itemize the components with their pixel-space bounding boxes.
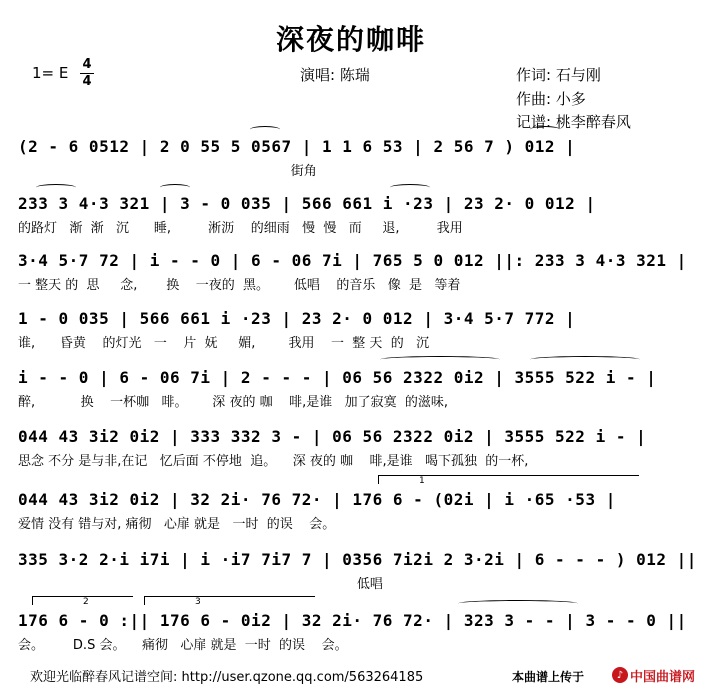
time-signature-top: 4 <box>82 57 92 72</box>
volta-bracket-2: 2 <box>32 596 133 605</box>
notes-line: 176 6 - 0 :|| 176 6 - 0i2 | 32 2i· 76 72· | 323 3 - - | 3 - - 0 || <box>18 611 687 630</box>
lyrics-line: 谁, 昏黄 的灯光 一 片 妩 媚, 我用 一 整 天 的 沉 <box>18 336 430 351</box>
lyrics-line: 会。 D.S 会。 痛彻 心扉 就是 一时 的误 会。 <box>18 638 348 653</box>
slur-mark <box>530 356 640 363</box>
slur-mark <box>458 600 578 607</box>
slur-mark <box>250 126 280 133</box>
footer-credit: 欢迎光临醉春风记谱空间: http://user.qzone.qq.com/563264185 <box>30 670 424 685</box>
volta-bracket-1: 1 <box>378 475 639 484</box>
score-row <box>18 365 688 425</box>
singer-credit: 演唱: 陈瑞 <box>300 66 370 84</box>
slur-mark <box>160 184 190 191</box>
notes-line: 3·4 5·7 72 | i - - 0 | 6 - 06 7i | 765 5 0 012 ||: 233 3 4·3 321 | <box>18 251 687 270</box>
song-title: 深夜的咖啡 <box>275 23 426 56</box>
lyrics-line: 街角 <box>18 164 317 179</box>
score-row <box>18 191 688 251</box>
lyricist-credit: 作词: 石与刚 <box>516 66 601 84</box>
key-signature: 1= E <box>32 64 69 82</box>
upload-note: 本曲谱上传于 <box>512 670 585 684</box>
slur-mark <box>390 184 430 191</box>
lyrics-line: 爱情 没有 错与对, 痛彻 心扉 就是 一时 的误 会。 <box>18 517 336 532</box>
lyrics-line: 低唱 <box>18 577 383 592</box>
notes-line: (2 - 6 0512 | 2 0 55 5 0567 | 1 1 6 53 | 2 56 7 ) 012 | <box>18 137 576 156</box>
lyrics-line: 思念 不分 是与非,在记 忆后面 不停地 追。 深 夜的 咖 啡,是谁 喝下孤独 的一杯, <box>18 454 529 469</box>
lyrics-line: 的路灯 渐 渐 沉 睡, 淅沥 的细雨 慢 慢 而 退, 我用 <box>18 221 463 236</box>
transcriber-credit: 记谱: 桃李醉春风 <box>516 113 631 131</box>
score-row <box>18 248 688 308</box>
slur-mark <box>36 184 76 191</box>
lyrics-line: 一 整天 的 思 念, 换 一夜的 黑。 低唱 的音乐 像 是 等着 <box>18 278 461 293</box>
notes-line: 044 43 3i2 0i2 | 333 332 3 - | 06 56 2322 0i2 | 3555 522 i - | <box>18 427 647 446</box>
score-row <box>18 476 688 547</box>
volta-bracket-3: 3 <box>144 596 315 605</box>
time-signature-bottom: 4 <box>82 74 92 89</box>
notes-line: 044 43 3i2 0i2 | 32 2i· 76 72· | 176 6 - (02i | i ·65 ·53 | <box>18 490 616 509</box>
notes-line: 233 3 4·3 321 | 3 - 0 035 | 566 661 i ·23 | 23 2· 0 012 | <box>18 194 596 213</box>
logo-icon: ♪ <box>612 667 628 683</box>
score-row <box>18 134 688 194</box>
notes-line: 335 3·2 2·i i7i | i ·i7 7i7 7 | 0356 7i2i 2 3·2i | 6 - - - ) 012 || <box>18 550 697 569</box>
score-row <box>18 597 688 668</box>
composer-credit: 作曲: 小多 <box>516 90 586 108</box>
notes-line: i - - 0 | 6 - 06 7i | 2 - - - | 06 56 2322 0i2 | 3555 522 i - | <box>18 368 657 387</box>
time-signature <box>80 58 94 89</box>
slur-mark <box>530 126 560 133</box>
notes-line: 1 - 0 035 | 566 661 i ·23 | 23 2· 0 012 | 3·4 5·7 772 | <box>18 309 576 328</box>
lyrics-line: 醉, 换 一杯咖 啡。 深 夜的 咖 啡,是谁 加了寂寞 的滋味, <box>18 395 449 410</box>
site-logo <box>612 664 695 686</box>
slur-mark <box>380 356 500 363</box>
logo-text: 中国曲谱网 <box>630 669 696 685</box>
